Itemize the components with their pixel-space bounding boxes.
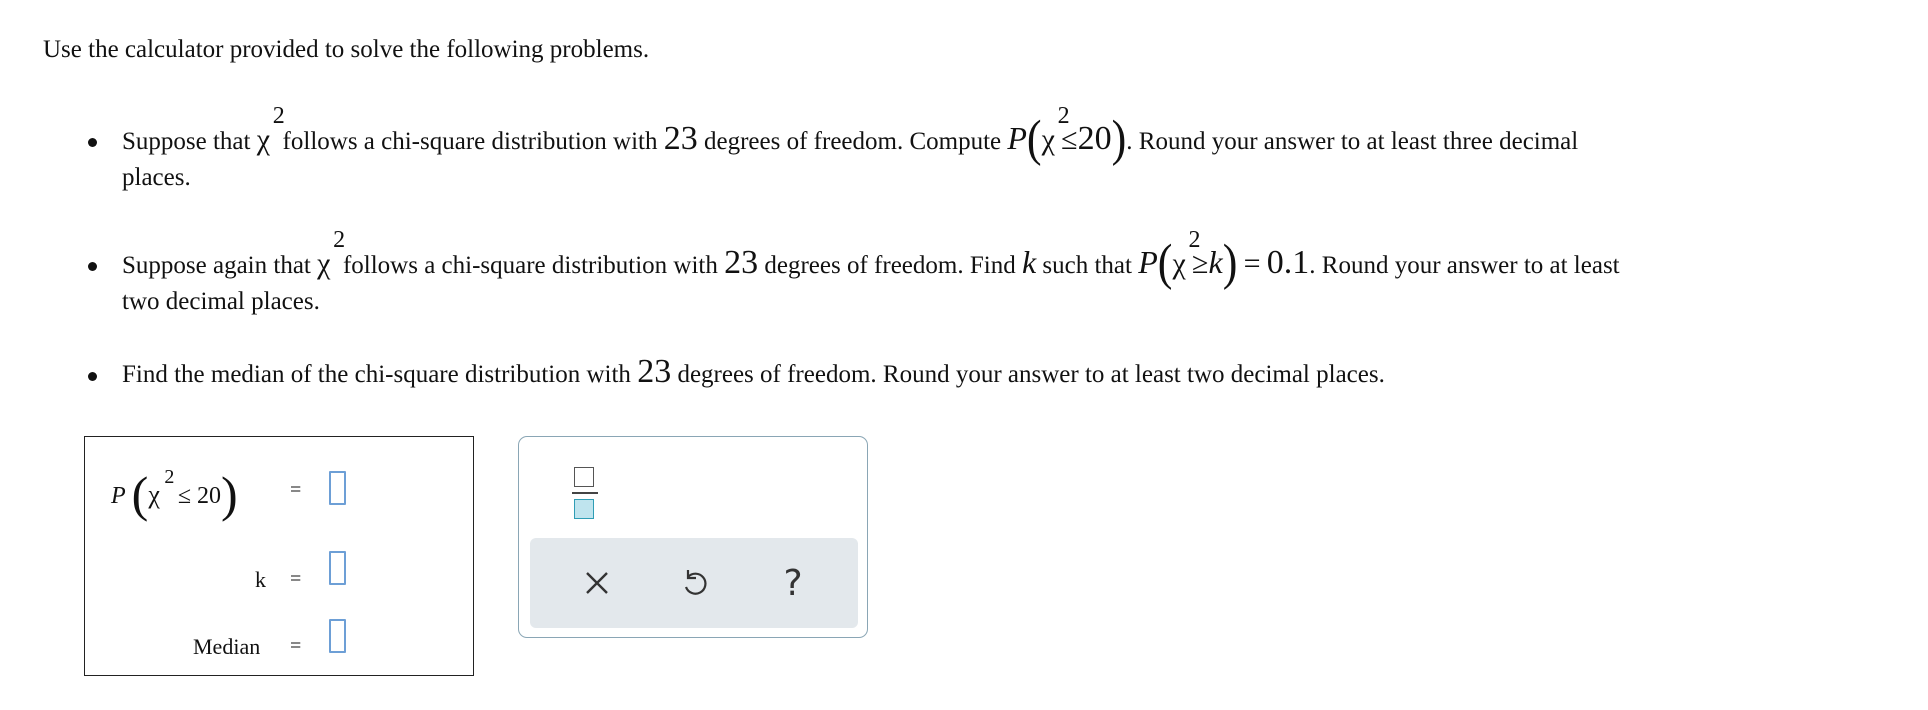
df-value: 23 — [724, 244, 759, 281]
problem-text: Suppose again that — [122, 252, 311, 279]
chi-symbol: χ 2 — [1041, 103, 1070, 156]
paren: ) — [221, 466, 238, 522]
problem-text: degrees of freedom. Compute — [704, 128, 1002, 155]
undo-icon[interactable] — [670, 558, 720, 608]
problem-2-cont: two decimal places. — [122, 288, 320, 315]
problem-text: such that — [1042, 252, 1132, 279]
df-value: 23 — [663, 120, 698, 157]
math-toolbar — [518, 436, 868, 638]
chi-symbol: χ 2 — [256, 103, 285, 156]
prob-symbol: P — [111, 483, 126, 509]
problem-text: . Round your answer to at least — [1309, 252, 1620, 279]
paren: ( — [131, 466, 149, 522]
problem-2 — [122, 227, 1620, 291]
problem-text: follows a chi-square distribution with — [342, 252, 718, 279]
problem-3 — [122, 352, 1385, 395]
k-symbol: k — [1208, 244, 1223, 280]
action-strip — [530, 538, 858, 628]
chi-symbol: χ 2 — [148, 466, 175, 509]
k-label: k — [255, 567, 266, 592]
answer-panel — [84, 436, 474, 676]
problem-text: Suppose that — [122, 128, 251, 155]
relation: ≤ — [1061, 123, 1078, 156]
chi-symbol: χ 2 — [317, 227, 346, 280]
problem-text: degrees of freedom. Find — [764, 252, 1016, 279]
problem-text: follows a chi-square distribution with — [282, 128, 658, 155]
close-icon[interactable] — [572, 558, 622, 608]
fraction-icon[interactable] — [572, 467, 598, 523]
k-answer-input[interactable] — [329, 551, 346, 585]
equals: = — [1243, 247, 1261, 280]
paren: ) — [1111, 110, 1127, 167]
rhs-value: 0.1 — [1266, 244, 1310, 281]
df-value: 23 — [637, 353, 672, 390]
probability-label — [111, 465, 238, 523]
prob-symbol: P — [1138, 244, 1158, 280]
help-icon[interactable]: ? — [783, 562, 803, 604]
median-label: Median — [193, 634, 261, 659]
relation: ≤ — [177, 483, 192, 509]
equals-sign: = — [290, 635, 302, 657]
problem-text: degrees of freedom. Round your answer to at least two decimal places. — [677, 361, 1385, 388]
problem-text: Find the median of the chi-square distribution with — [122, 361, 631, 388]
paren: ( — [1026, 110, 1042, 167]
bullet — [88, 262, 97, 271]
problem-1 — [122, 103, 1579, 167]
bound-value: 20 — [197, 483, 222, 509]
problem-1-cont: places. — [122, 164, 191, 191]
equals-sign: = — [290, 568, 302, 590]
bound-value: 20 — [1077, 120, 1112, 157]
median-answer-input[interactable] — [329, 619, 346, 653]
paren: ) — [1222, 234, 1238, 291]
bullet — [88, 138, 97, 147]
relation: ≥ — [1192, 247, 1209, 280]
equals-sign: = — [290, 479, 302, 501]
probability-answer-input[interactable] — [329, 471, 346, 505]
paren: ( — [1157, 234, 1173, 291]
problem-text: . Round your answer to at least three decimal — [1126, 128, 1579, 155]
prob-symbol: P — [1007, 120, 1027, 156]
bullet — [88, 372, 97, 381]
instructions: Use the calculator provided to solve the following problems. — [43, 36, 650, 63]
chi-symbol: χ 2 — [1172, 227, 1201, 280]
k-symbol: k — [1021, 244, 1037, 280]
